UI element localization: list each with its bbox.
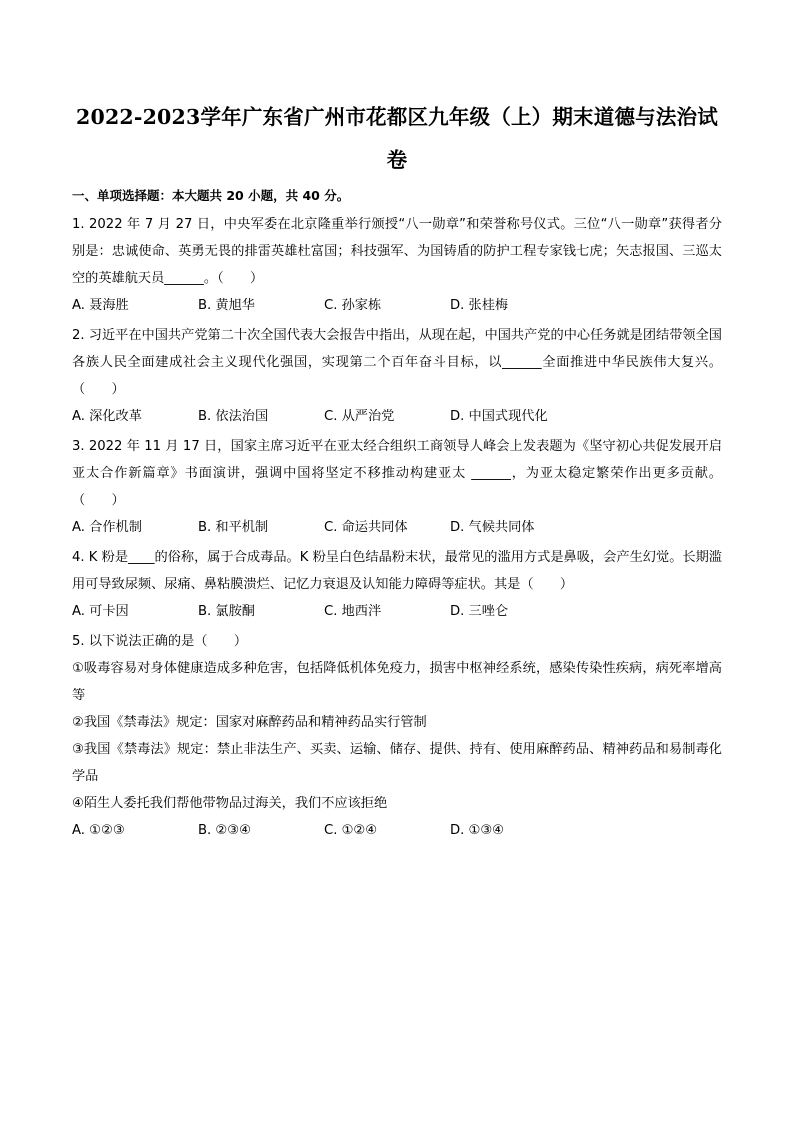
- question-5-option-c: C. ①②④: [324, 823, 378, 838]
- exam-title-line-2: 卷: [386, 148, 408, 172]
- question-2-option-d: D. 中国式现代化: [450, 409, 548, 424]
- question-2-option-b: B. 依法治国: [198, 409, 269, 424]
- question-3: [72, 433, 722, 542]
- question-5-statement-2: ②我国《禁毒法》规定：国家对麻醉药品和精神药品实行管制: [72, 715, 427, 730]
- question-2-options: [72, 403, 722, 431]
- section-header-single-choice: 一、单项选择题：本大题共 20 小题，共 40 分。: [72, 188, 350, 203]
- question-4-option-d: D. 三唑仑: [450, 604, 509, 619]
- question-1: [72, 211, 722, 320]
- question-5-options: [72, 817, 722, 845]
- question-4-options: [72, 598, 722, 626]
- question-2-option-c: C. 从严治党: [324, 409, 395, 424]
- question-2-option-a: A. 深化改革: [72, 409, 142, 424]
- exam-title-line-1: 2022-2023学年广东省广州市花都区九年级（上）期末道德与法治试: [76, 105, 718, 129]
- question-1-option-c: C. 孙家栋: [324, 298, 382, 313]
- question-3-option-d: D. 气候共同体: [450, 520, 535, 535]
- question-4-option-a: A. 可卡因: [72, 604, 129, 619]
- exam-title: [72, 96, 722, 182]
- question-5-statement-4: ④陌生人委托我们帮他带物品过海关，我们不应该拒绝: [72, 796, 388, 811]
- question-3-stem: 3. 2022 年 11 月 17 日，国家主席习近平在亚太经合组织工商领导人峰会上发表题为《坚守初心共促发展开启亚太合作新篇章》书面演讲，强调中国将坚定不移推动构建亚太 ______，为亚太稳定繁荣作出更多贡献。（ ）: [72, 439, 722, 508]
- exam-page: [72, 96, 722, 847]
- question-1-option-b: B. 黄旭华: [198, 298, 255, 313]
- question-5-stem: 5. 以下说法正确的是（ ）: [72, 634, 248, 649]
- question-4-stem: 4. K 粉是____的俗称，属于合成毒品。K 粉呈白色结晶粉末状，最常见的滥用方式是鼻吸，会产生幻觉。长期滥用可导致尿频、尿痛、鼻粘膜溃烂、记忆力衰退及认知能力障碍等症状。其是（ ）: [72, 550, 722, 592]
- question-1-stem: 1. 2022 年 7 月 27 日，中央军委在北京隆重举行颁授“八一勋章”和荣誉称号仪式。三位“八一勋章”获得者分别是：忠诚使命、英勇无畏的排雷英雄杜富国；科技强军、为国铸盾的防护工程专家钱七虎；矢志报国、三巡太空的英雄航天员______。（ ）: [72, 217, 722, 286]
- question-2: [72, 322, 722, 431]
- question-4-option-b: B. 氯胺酮: [198, 604, 255, 619]
- question-5: [72, 628, 722, 845]
- question-5-option-a: A. ①②③: [72, 823, 125, 838]
- question-3-options: [72, 514, 722, 542]
- question-5-statement-1: ①吸毒容易对身体健康造成多种危害，包括降低机体免疫力，损害中枢神经系统，感染传染性疾病，病死率增高等: [72, 661, 722, 703]
- question-3-option-a: A. 合作机制: [72, 520, 142, 535]
- question-1-option-a: A. 聂海胜: [72, 298, 129, 313]
- question-2-stem: 2. 习近平在中国共产党第二十次全国代表大会报告中指出，从现在起，中国共产党的中心任务就是团结带领全国各族人民全面建成社会主义现代化强国，实现第二个百年奋斗目标，以______全面推进中华民族伟大复兴。（ ）: [72, 328, 722, 397]
- question-1-options: [72, 292, 722, 320]
- question-5-statement-3: ③我国《禁毒法》规定：禁止非法生产、买卖、运输、储存、提供、持有、使用麻醉药品、精神药品和易制毒化学品: [72, 742, 722, 784]
- question-1-option-d: D. 张桂梅: [450, 298, 509, 313]
- question-4-option-c: C. 地西泮: [324, 604, 382, 619]
- question-3-option-c: C. 命运共同体: [324, 520, 408, 535]
- question-5-option-d: D. ①③④: [450, 823, 505, 838]
- question-5-option-b: B. ②③④: [198, 823, 251, 838]
- question-4: [72, 544, 722, 626]
- question-3-option-b: B. 和平机制: [198, 520, 269, 535]
